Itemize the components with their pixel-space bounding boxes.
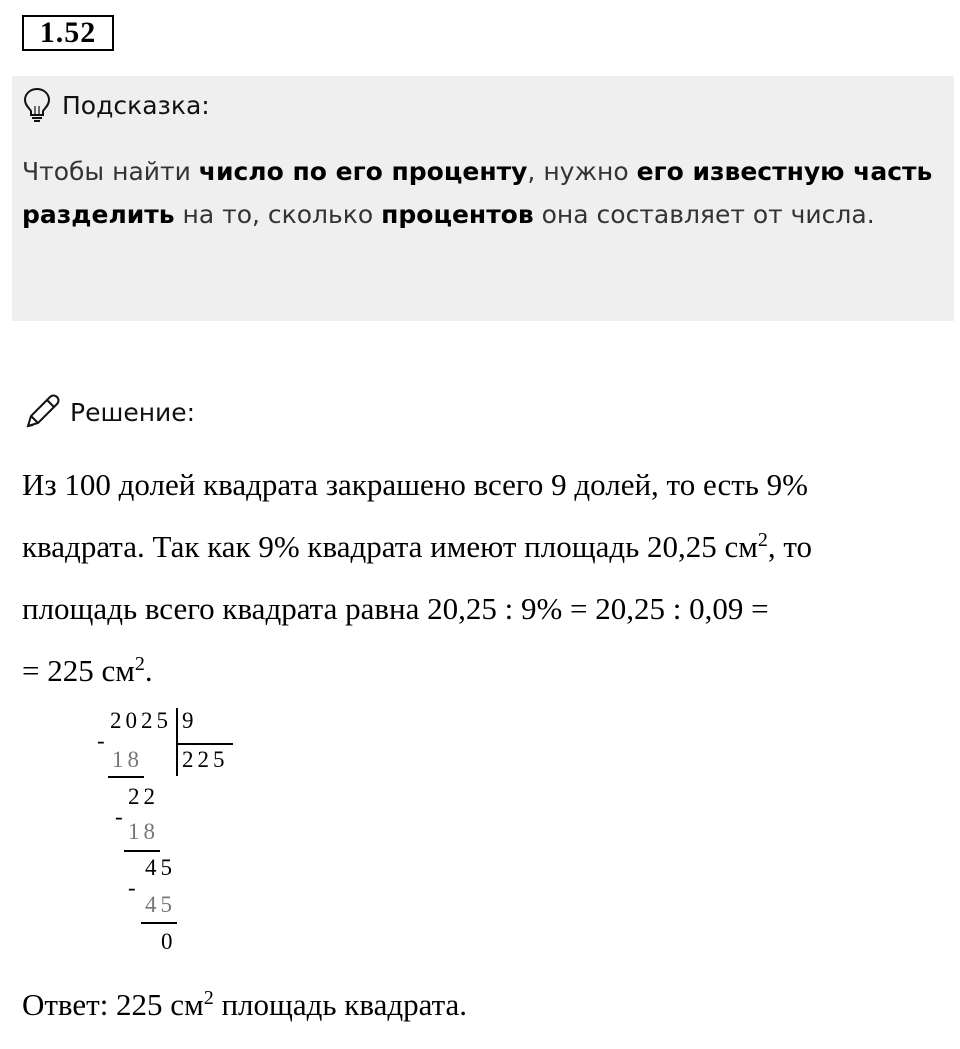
solution-title: Решение: — [70, 397, 196, 427]
dividend: 2025 — [110, 708, 172, 733]
solution-header — [22, 390, 195, 434]
hint-bold: процентов — [381, 200, 534, 229]
hint-bold: его известную часть разделить — [22, 157, 933, 229]
underline-3 — [141, 922, 177, 924]
quotient-line — [176, 743, 233, 745]
text: . — [144, 653, 153, 688]
hint-text — [22, 150, 937, 236]
quotient: 225 — [182, 747, 229, 772]
final-remainder: 0 — [161, 929, 177, 954]
text: Ответ: 225 см — [22, 987, 204, 1022]
minus-sign: - — [128, 875, 140, 900]
hint-part: на то, сколько — [174, 200, 382, 229]
superscript: 2 — [203, 987, 214, 1009]
remainder-1: 22 — [128, 784, 159, 809]
hint-part: она составляет от числа. — [533, 200, 875, 229]
hint-header — [22, 85, 210, 125]
lightbulb-icon — [22, 86, 52, 124]
superscript: 2 — [134, 653, 145, 675]
hint-title: Подсказка: — [62, 90, 210, 120]
text: , то — [767, 529, 813, 564]
solution-text — [22, 454, 942, 702]
subtrahend-1: 18 — [112, 747, 143, 772]
problem-number: 1.52 — [22, 15, 114, 51]
solution-line: Из 100 долей квадрата закрашено всего 9 долей, то есть 9% — [22, 467, 808, 502]
subtrahend-2: 18 — [128, 819, 159, 844]
long-division — [0, 700, 300, 970]
division-bar — [176, 708, 178, 776]
hint-part: , нужно — [527, 157, 637, 186]
underline-2 — [124, 850, 160, 852]
underline-1 — [108, 776, 144, 778]
remainder-2: 45 — [145, 855, 176, 880]
text: квадрата. Так как 9% квадрата имеют площадь 20,25 см — [22, 529, 758, 564]
solution-line — [22, 640, 942, 702]
solution-line — [22, 516, 942, 578]
minus-sign: - — [115, 804, 127, 829]
text: площадь квадрата. — [213, 987, 468, 1022]
divisor: 9 — [182, 708, 198, 733]
minus-sign: - — [97, 728, 109, 753]
hint-bold: число по его проценту — [198, 157, 528, 186]
solution-line: площадь всего квадрата равна 20,25 : 9% = 20,25 : 0,09 = — [22, 591, 769, 626]
answer-line — [22, 980, 942, 1030]
superscript: 2 — [757, 529, 768, 551]
pencil-icon — [22, 392, 62, 432]
hint-part: Чтобы найти — [22, 157, 199, 186]
subtrahend-3: 45 — [145, 892, 176, 917]
text: = 225 см — [22, 653, 135, 688]
